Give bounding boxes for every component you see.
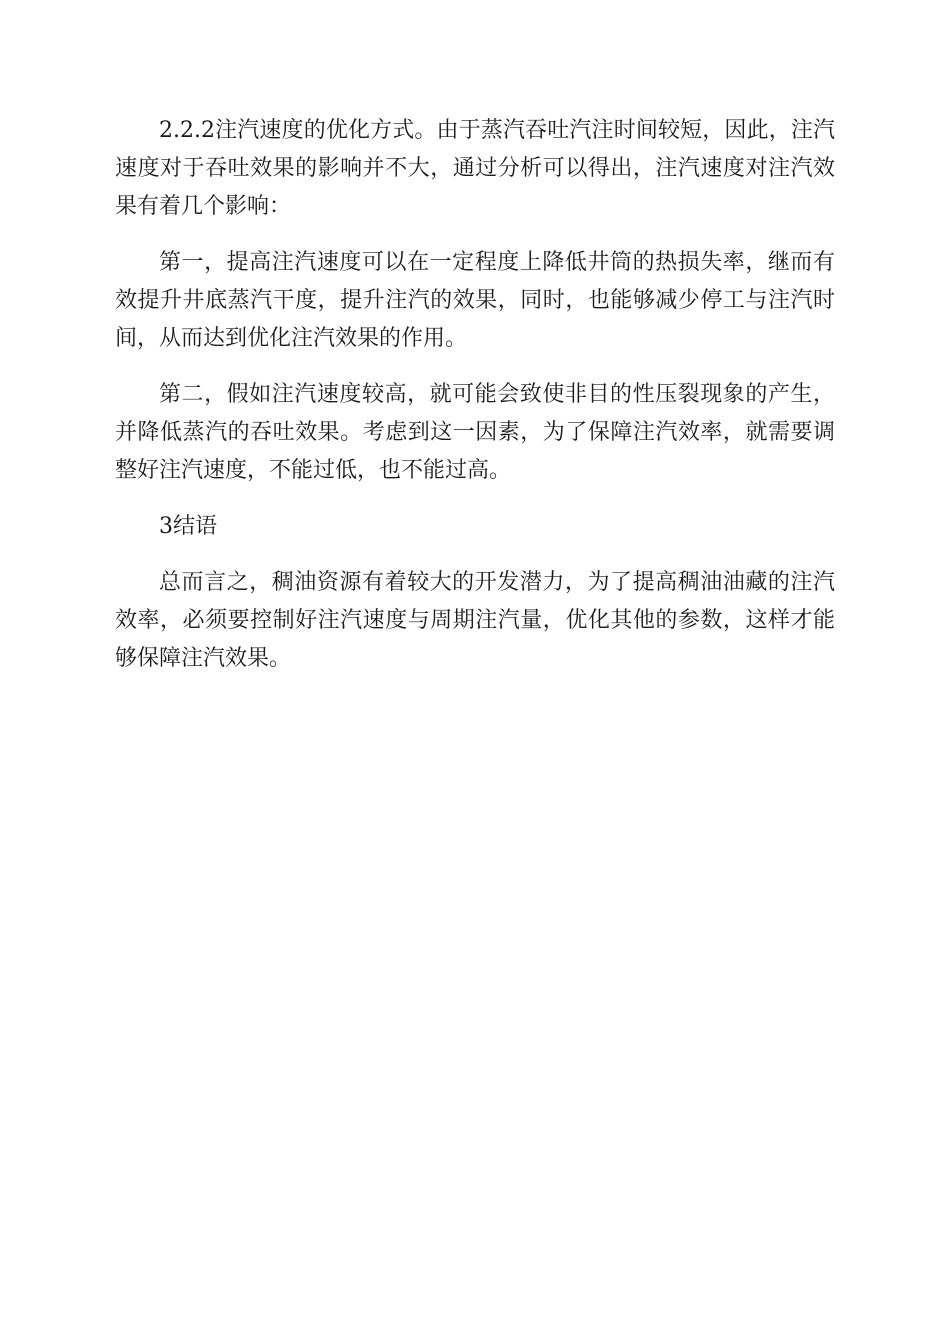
paragraph-conclusion: 总而言之，稠油资源有着较大的开发潜力，为了提高稠油油藏的注汽效率，必须要控制好注汽速度与周期注汽量，优化其他的参数，这样才能够保障注汽效果。 — [115, 570, 835, 671]
section-heading-conclusion: 3结语 — [159, 514, 217, 539]
paragraph-first-effect: 第一，提高注汽速度可以在一定程度上降低井筒的热损失率，继而有效提升井底蒸汽干度，提升注汽的效果，同时，也能够减少停工与注汽时间，从而达到优化注汽效果的作用。 — [115, 250, 835, 351]
document-body — [115, 112, 835, 696]
paragraph-injection-speed-optimization: 2.2.2注汽速度的优化方式。由于蒸汽吞吐汽注时间较短，因此，注汽速度对于吞吐效果的影响并不大，通过分析可以得出，注汽速度对注汽效果有着几个影响： — [115, 118, 835, 219]
paragraph-second-effect: 第二，假如注汽速度较高，就可能会致使非目的性压裂现象的产生，并降低蒸汽的吞吐效果。考虑到这一因素，为了保障注汽效率，就需要调整好注汽速度，不能过低，也不能过高。 — [115, 382, 835, 483]
